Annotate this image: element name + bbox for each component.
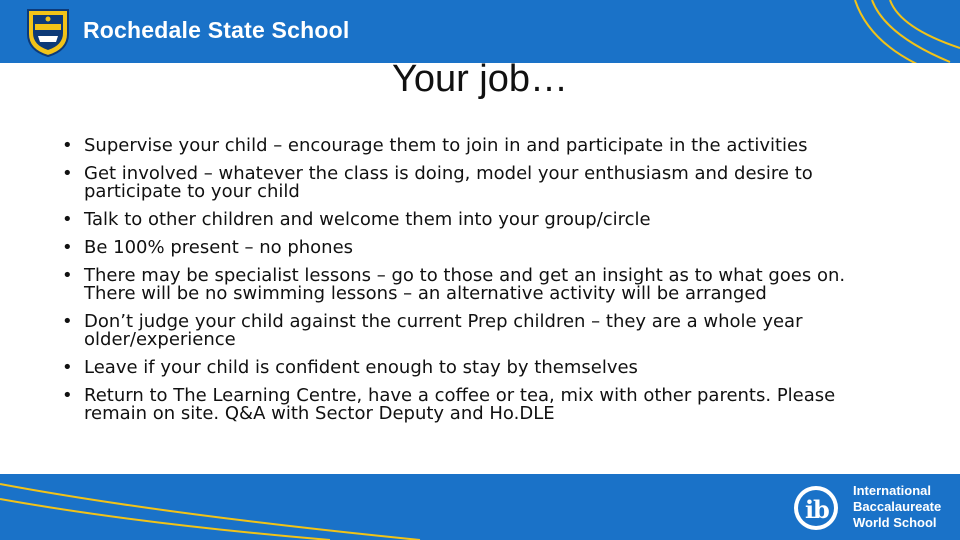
bullet-item: • Return to The Learning Centre, have a coffee or tea, mix with other parents. Please remain on site. Q&A with Sector Deputy and Ho.DLE <box>84 387 874 423</box>
decorative-footer-swirl <box>0 474 500 540</box>
ib-world-school-label <box>853 483 941 531</box>
ib-logo-icon <box>793 485 839 531</box>
ib-line: Baccalaureate <box>853 499 942 514</box>
bullet-item: • Supervise your child – encourage them to join in and participate in the activities <box>84 137 874 155</box>
bullet-item: • There may be specialist lessons – go to those and get an insight as to what goes on. There will be no swimming lessons – an alternative activity will be arranged <box>84 267 874 303</box>
bullet-item: • Get involved – whatever the class is doing, model your enthusiasm and desire to participate to your child <box>84 165 874 201</box>
header-bar <box>0 0 960 63</box>
slide-title: Your job… <box>391 58 569 100</box>
bullet-item: • Be 100% present – no phones <box>84 239 874 257</box>
bullet-item: • Leave if your child is confident enough to stay by themselves <box>84 359 874 377</box>
svg-text:b: b <box>813 495 830 524</box>
ib-line: World School <box>853 515 937 530</box>
svg-text:i: i <box>805 495 815 524</box>
bullet-item: • Don’t judge your child against the current Prep children – they are a whole year older/experience <box>84 313 874 349</box>
school-crest-icon <box>22 6 74 58</box>
school-name: Rochedale State School <box>83 17 350 43</box>
bullet-list <box>60 137 874 433</box>
decorative-swirl <box>820 0 960 63</box>
bullet-item: • Talk to other children and welcome them into your group/circle <box>84 211 874 229</box>
ib-line: International <box>853 483 932 498</box>
